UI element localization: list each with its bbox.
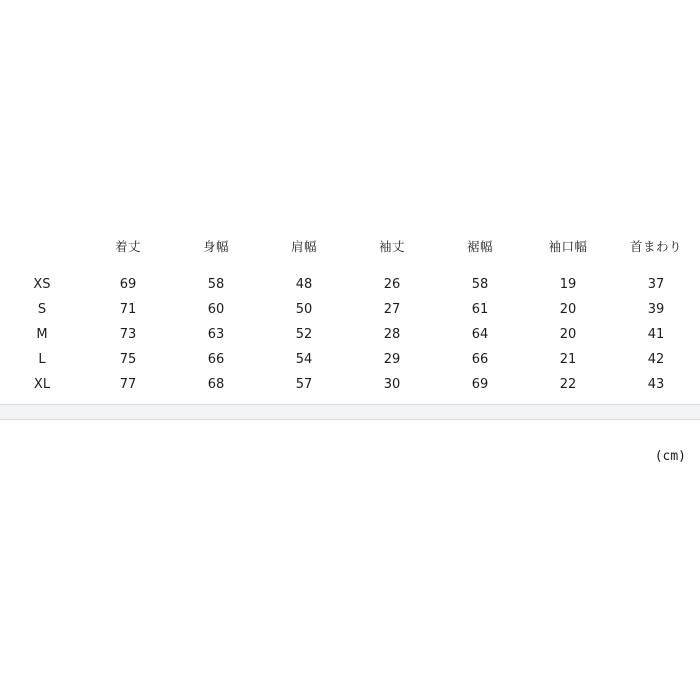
table-row (0, 347, 700, 372)
table-row (0, 297, 700, 322)
cell-s-2: 50 (295, 302, 313, 317)
cell-xs-1: 58 (207, 277, 225, 292)
cell-l-3: 29 (383, 352, 401, 367)
cell-m-0: 73 (119, 327, 137, 342)
table-row (0, 272, 700, 297)
cell-s-1: 60 (207, 302, 225, 317)
size-table-container (0, 232, 700, 397)
size-table (0, 232, 700, 397)
cell-l-1: 66 (207, 352, 225, 367)
cell-m-6: 41 (647, 327, 665, 342)
column-header-4: 裾幅 (466, 239, 493, 254)
divider-top (0, 404, 700, 405)
row-label-xs: XS (33, 277, 51, 292)
cell-m-3: 28 (383, 327, 401, 342)
row-label-s: S (37, 302, 47, 317)
size-table-header (0, 232, 700, 272)
cell-s-3: 27 (383, 302, 401, 317)
table-header-row (0, 232, 700, 272)
column-header-3: 袖丈 (378, 239, 405, 254)
row-label-xl: XL (33, 377, 51, 392)
cell-l-4: 66 (471, 352, 489, 367)
cell-xs-4: 58 (471, 277, 489, 292)
corner-cell (0, 232, 84, 272)
cell-xl-5: 22 (559, 377, 577, 392)
cell-xs-2: 48 (295, 277, 313, 292)
size-table-body (0, 272, 700, 397)
column-header-5: 袖口幅 (548, 239, 588, 254)
cell-xl-4: 69 (471, 377, 489, 392)
separator-band (0, 405, 700, 419)
cell-l-6: 42 (647, 352, 665, 367)
cell-xs-6: 37 (647, 277, 665, 292)
cell-xl-6: 43 (647, 377, 665, 392)
cell-s-6: 39 (647, 302, 665, 317)
column-header-0: 着丈 (114, 239, 141, 254)
table-row (0, 322, 700, 347)
cell-s-0: 71 (119, 302, 137, 317)
cell-m-4: 64 (471, 327, 489, 342)
cell-m-5: 20 (559, 327, 577, 342)
divider-bottom (0, 419, 700, 420)
cell-xl-1: 68 (207, 377, 225, 392)
cell-xl-2: 57 (295, 377, 313, 392)
cell-s-5: 20 (559, 302, 577, 317)
cell-xs-5: 19 (559, 277, 577, 292)
row-label-m: M (36, 327, 48, 342)
cell-xl-0: 77 (119, 377, 137, 392)
cell-l-0: 75 (119, 352, 137, 367)
cell-l-5: 21 (559, 352, 577, 367)
column-header-6: 首まわり (629, 239, 682, 254)
cell-m-1: 63 (207, 327, 225, 342)
cell-l-2: 54 (295, 352, 313, 367)
row-label-l: L (38, 352, 46, 367)
table-row (0, 372, 700, 397)
cell-xs-0: 69 (119, 277, 137, 292)
column-header-2: 肩幅 (290, 239, 317, 254)
column-header-1: 身幅 (202, 239, 229, 254)
unit-label: (cm) (654, 449, 686, 464)
cell-xs-3: 26 (383, 277, 401, 292)
cell-s-4: 61 (471, 302, 489, 317)
cell-m-2: 52 (295, 327, 313, 342)
cell-xl-3: 30 (383, 377, 401, 392)
